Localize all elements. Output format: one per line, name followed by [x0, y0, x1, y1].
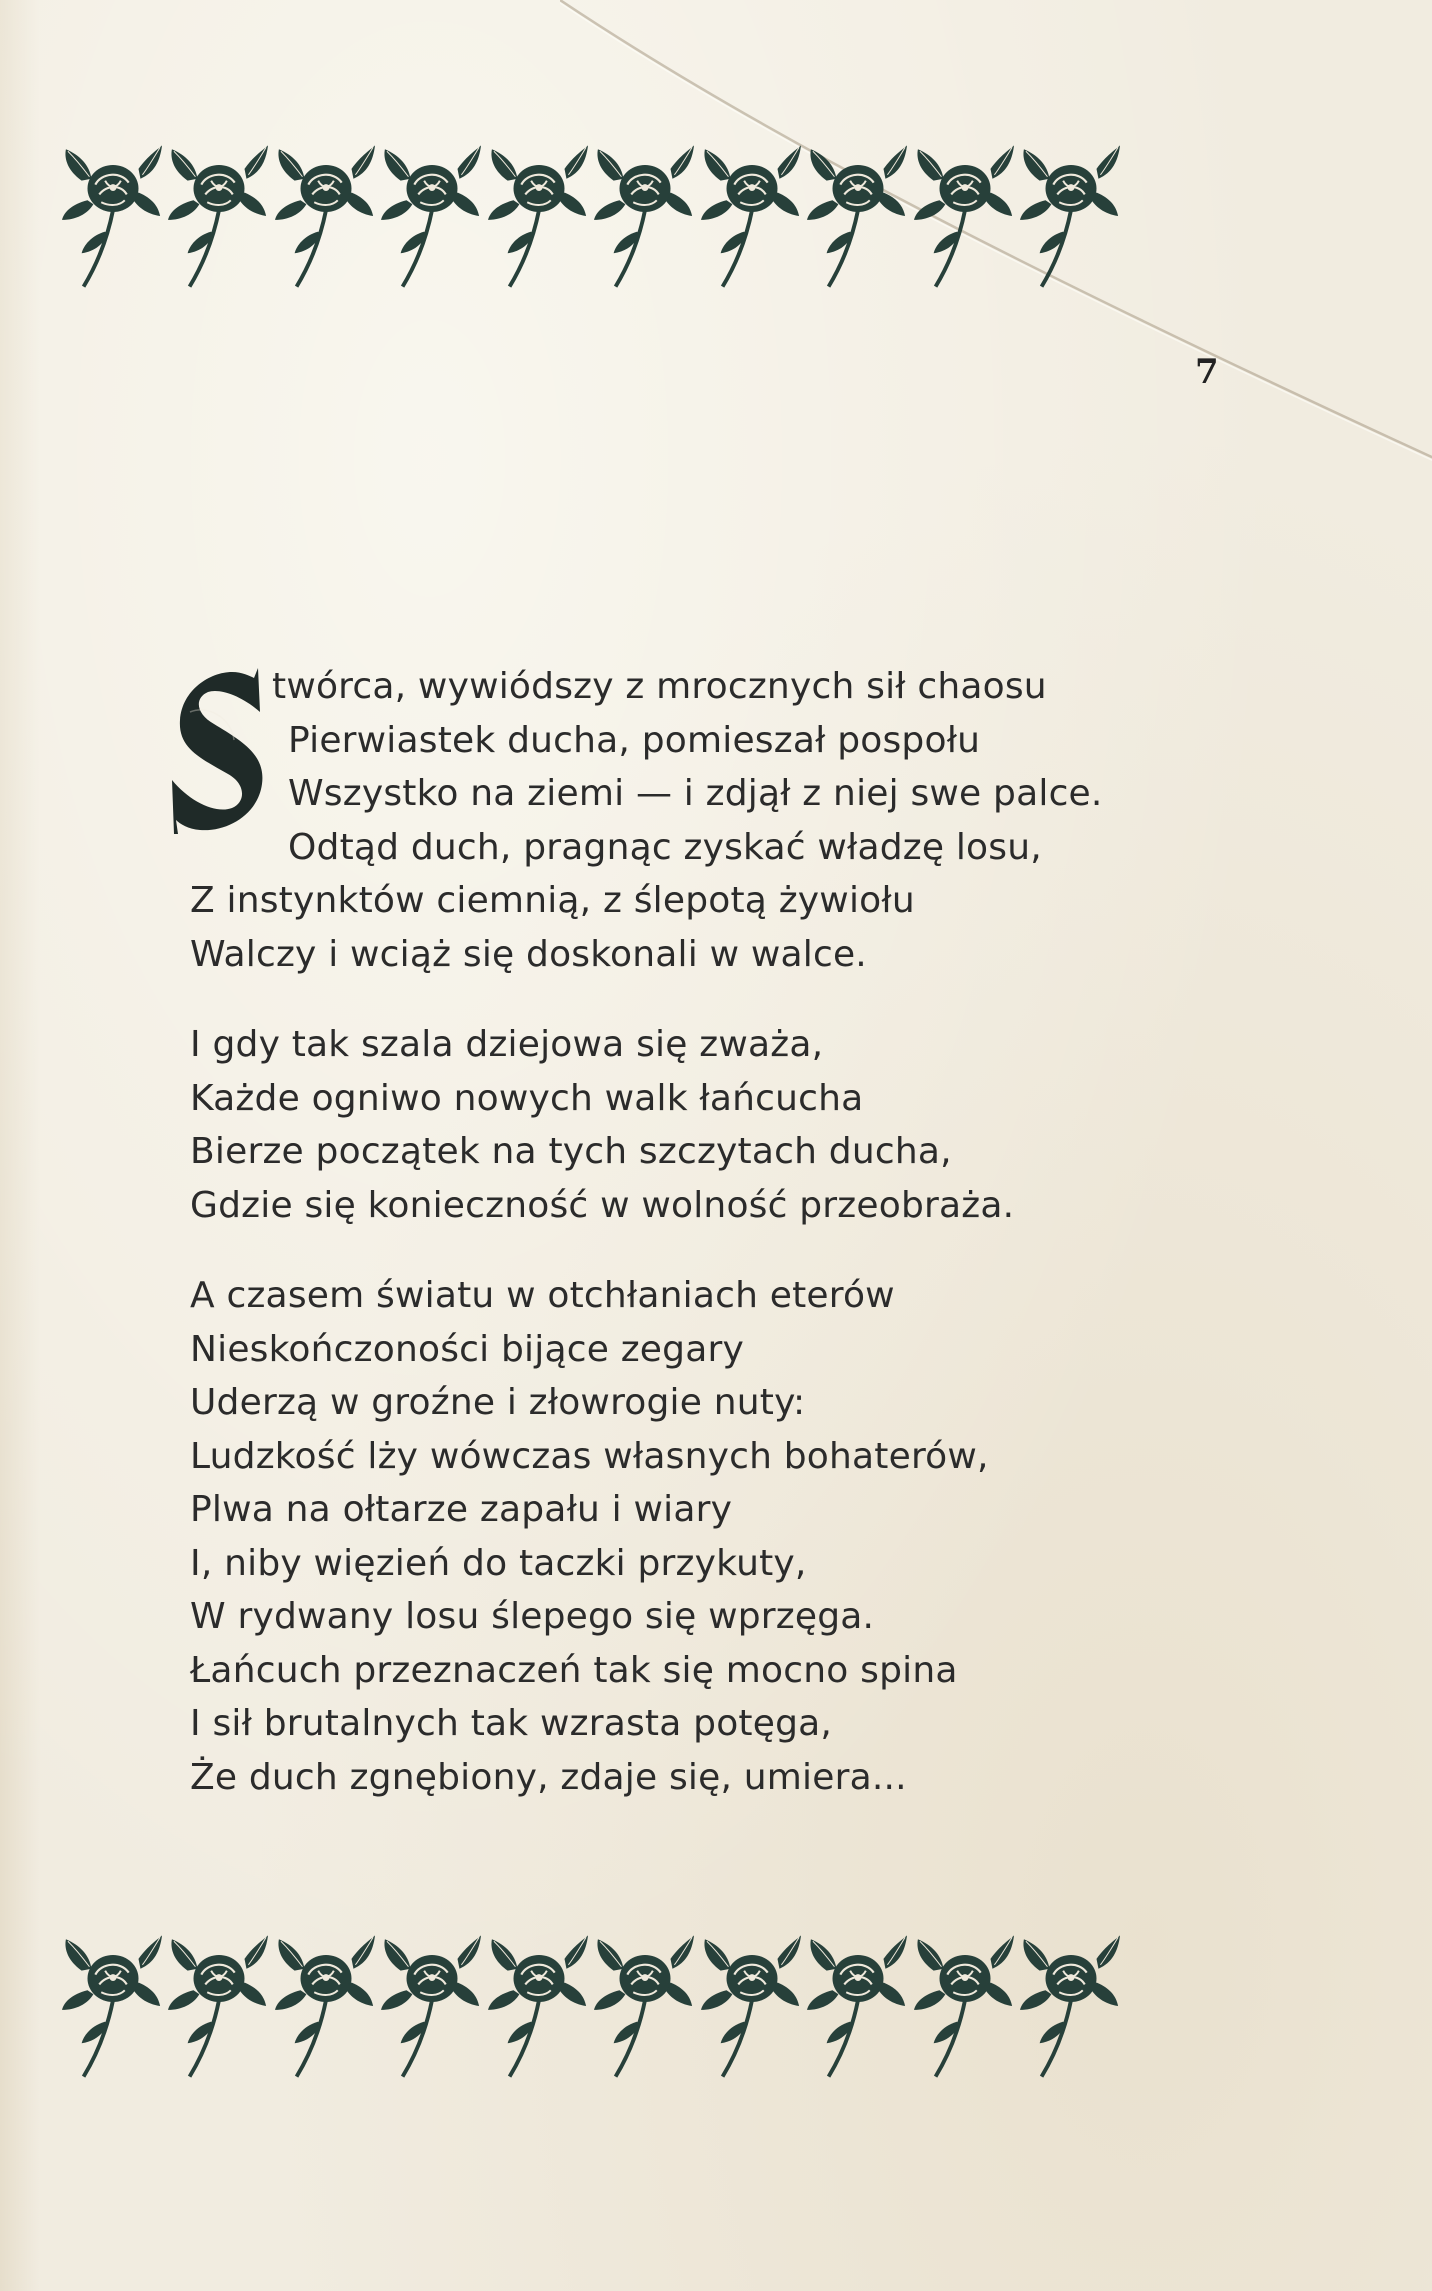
rose-branch-icon — [381, 140, 483, 290]
rose-branch-icon — [914, 140, 1016, 290]
verse-line: Ludzkość lży wówczas własnych bohaterów, — [190, 1435, 989, 1477]
top-ornament-border — [62, 140, 1122, 290]
stanza-2 — [190, 1018, 1190, 1232]
verse-line: I sił brutalnych tak wzrasta potęga, — [190, 1703, 833, 1744]
rose-branch-icon — [594, 140, 696, 290]
bottom-ornament-border — [62, 1930, 1122, 2080]
page-number: 7 — [1195, 352, 1219, 392]
verse-line: W rydwany losu ślepego się wprzęga. — [190, 1596, 875, 1637]
drop-cap-letter: S — [220, 774, 227, 785]
rose-branch-icon — [488, 140, 590, 290]
verse-line: Bierze początek na tych szczytach ducha, — [190, 1131, 952, 1172]
rose-branch-icon — [1020, 140, 1122, 290]
rose-branch-icon — [488, 1930, 590, 2080]
verse-line: Z instynktów ciemnią, z ślepotą żywiołu — [190, 880, 915, 921]
verse-line: Plwa na ołtarze zapału i wiary — [190, 1489, 733, 1530]
stanza-3 — [190, 1269, 1190, 1804]
verse-line: Każde ogniwo nowych walk łańcucha — [190, 1077, 864, 1119]
rose-branch-icon — [168, 1930, 270, 2080]
stanza-1 — [190, 660, 1190, 981]
rose-branch-icon — [807, 1930, 909, 2080]
verse-line: A czasem światu w otchłaniach eterów — [190, 1275, 895, 1316]
rose-branch-icon — [275, 140, 377, 290]
rose-branch-icon — [62, 140, 164, 290]
verse-line: Uderzą w groźne i złowrogie nuty: — [190, 1382, 806, 1423]
rose-branch-icon — [701, 1930, 803, 2080]
rose-branch-icon — [62, 1930, 164, 2080]
verse-line: I gdy tak szala dziejowa się zważa, — [190, 1024, 824, 1065]
rose-branch-icon — [168, 140, 270, 290]
verse-line: Że duch zgnębiony, zdaje się, umiera... — [190, 1756, 907, 1798]
verse-line: twórca, wywiódszy z mrocznych sił chaosu — [272, 666, 1047, 707]
rose-branch-icon — [381, 1930, 483, 2080]
rose-branch-icon — [807, 140, 909, 290]
rose-branch-icon — [914, 1930, 1016, 2080]
verse-line: Nieskończoności bijące zegary — [190, 1328, 744, 1370]
verse-line: Pierwiastek ducha, pomieszał pospołu — [288, 719, 981, 761]
rose-branch-icon — [275, 1930, 377, 2080]
rose-branch-icon — [701, 140, 803, 290]
rose-branch-icon — [1020, 1930, 1122, 2080]
verse-line: Odtąd duch, pragnąc zyskać władzę losu, — [288, 826, 1042, 868]
verse-line: Łańcuch przeznaczeń tak się mocno spina — [190, 1649, 958, 1691]
verse-line: Wszystko na ziemi — i zdjął z niej swe palce. — [288, 773, 1103, 814]
poem-body — [190, 660, 1190, 1804]
verse-line: I, niby więzień do taczki przykuty, — [190, 1542, 807, 1584]
verse-line: Gdzie się konieczność w wolność przeobraża. — [190, 1184, 1015, 1226]
verse-line: Walczy i wciąż się doskonali w walce. — [190, 933, 867, 975]
rose-branch-icon — [594, 1930, 696, 2080]
